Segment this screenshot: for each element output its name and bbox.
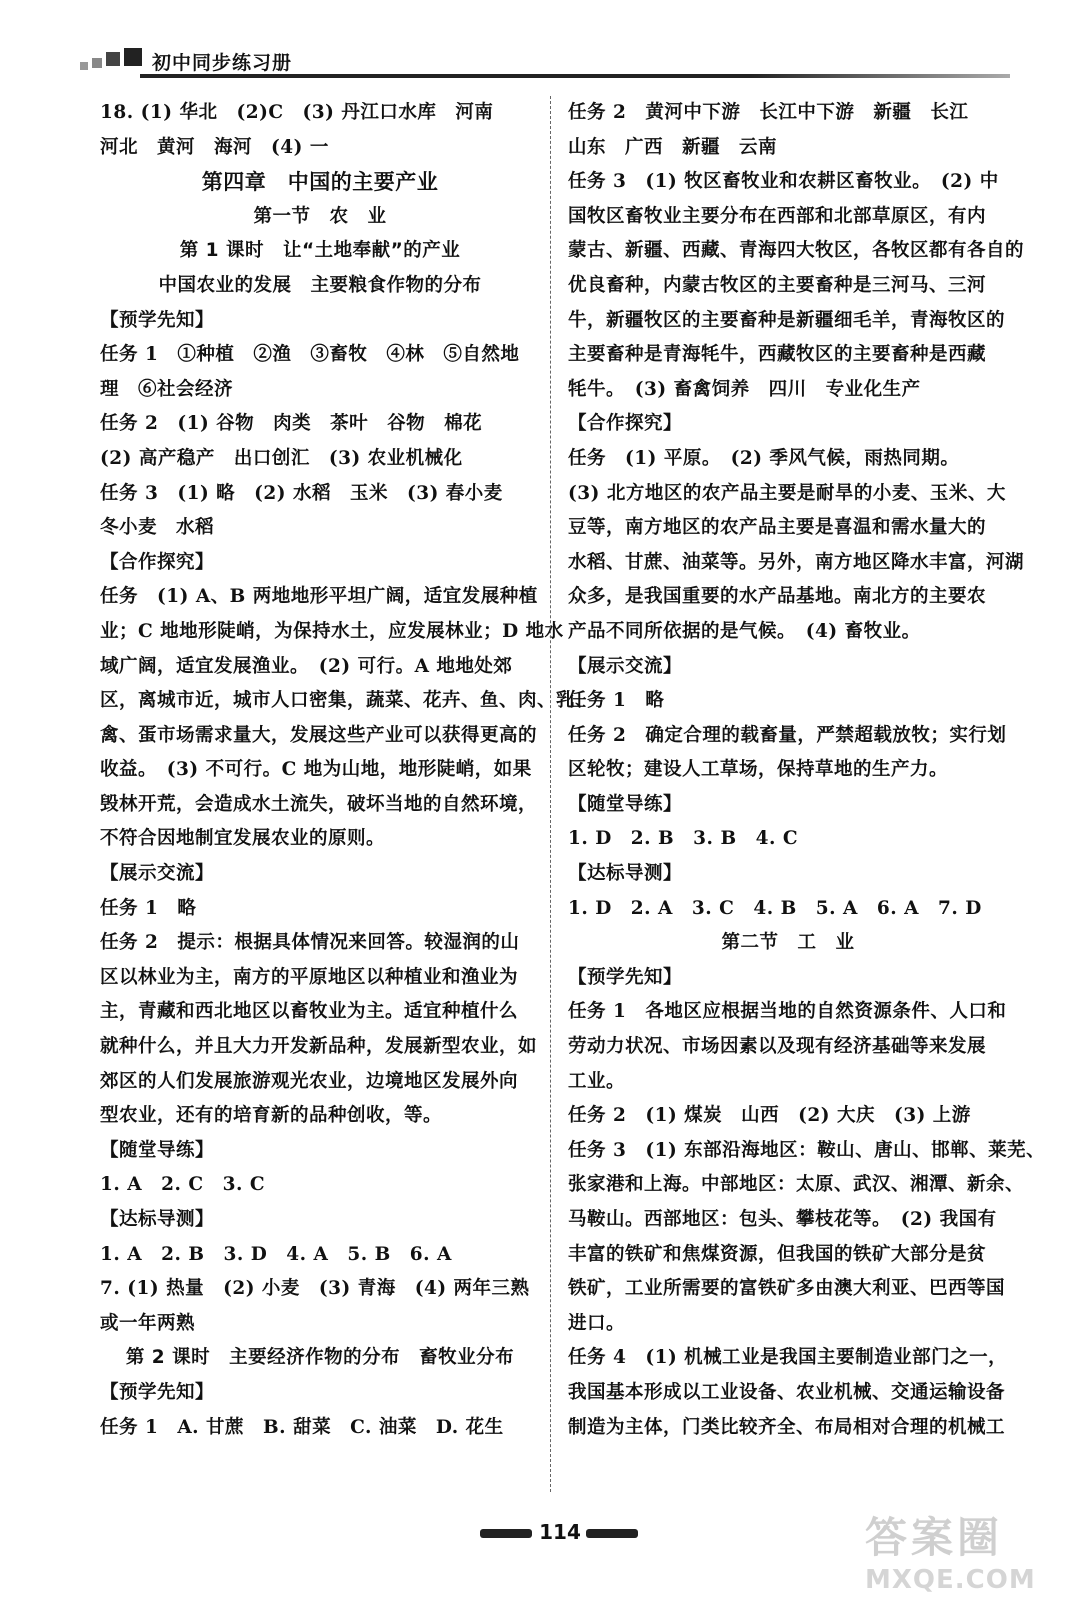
text-line: 我国基本形成以工业设备、农业机械、交通运输设备: [568, 1381, 1006, 1403]
section-heading: 【合作探究】: [568, 413, 683, 435]
text-line: 山东 广西 新疆 云南: [568, 136, 778, 158]
text-line: 河北 黄河 海河 (4) 一: [100, 136, 329, 158]
text-line: 任务 1 略: [568, 690, 665, 712]
lesson-subtitle: 中国农业的发展 主要粮食作物的分布: [158, 274, 482, 296]
lesson-title: 第 2 课时 主要经济作物的分布 畜牧业分布: [125, 1347, 515, 1369]
text-line: 制造为主体，门类比较齐全、布局相对合理的机械工: [568, 1416, 1006, 1438]
text-line: 工业。: [568, 1070, 626, 1092]
text-line: 理 ⑥社会经济: [100, 378, 234, 400]
column-divider: [550, 96, 551, 1492]
watermark-url: MXQE.COM: [865, 1565, 1036, 1595]
text-line: 任务 3 (1) 略 (2) 水稻 玉米 (3) 春小麦: [100, 482, 503, 504]
footer-bar-left: [480, 1529, 532, 1538]
section-title: 第二节 工 业: [721, 932, 855, 954]
text-line: 劳动力状况、市场因素以及现有经济基础等来发展: [568, 1036, 987, 1058]
text-line: 冬小麦 水稻: [100, 517, 215, 539]
text-line: 7. (1) 热量 (2) 小麦 (3) 青海 (4) 两年三熟: [100, 1278, 530, 1300]
text-line: 众多，是我国重要的水产品基地。南北方的主要农: [568, 586, 987, 608]
text-line: 任务 2 (1) 谷物 肉类 茶叶 谷物 棉花: [100, 413, 483, 435]
text-line: 任务 2 黄河中下游 长江中下游 新疆 长江: [568, 102, 969, 123]
footer-bar-right: [586, 1529, 638, 1538]
text-line: 丰富的铁矿和焦煤资源，但我国的铁矿大部分是贫: [568, 1243, 987, 1265]
section-heading: 【随堂导练】: [568, 793, 683, 815]
section-heading: 【展示交流】: [100, 863, 215, 885]
text-line: 任务 3 (1) 牧区畜牧业和农耕区畜牧业。 (2) 中: [568, 171, 999, 193]
text-line: 水稻、甘蔗、油菜等。另外，南方地区降水丰富，河湖: [568, 551, 1025, 573]
text-line: 任务 1 A. 甘蔗 B. 甜菜 C. 油菜 D. 花生: [100, 1416, 504, 1438]
text-line: 进口。: [568, 1312, 626, 1334]
watermark-logo: [865, 1505, 1065, 1595]
text-line: 任务 (1) A、B 两地地形平坦广阔，适宜发展种植: [100, 586, 538, 608]
text-line: 任务 1 各地区应根据当地的自然资源条件、人口和: [568, 1001, 1007, 1023]
section-heading: 【展示交流】: [568, 655, 683, 677]
text-line: 牦牛。 (3) 畜禽饲养 四川 专业化生产: [568, 378, 921, 400]
chapter-title: 第四章 中国的主要产业: [201, 170, 439, 195]
text-line: 型农业，还有的培育新的品种创收，等。: [100, 1105, 443, 1127]
section-title: 第一节 农 业: [253, 205, 387, 227]
section-heading: 【预学先知】: [100, 1381, 215, 1403]
text-line: 国牧区畜牧业主要分布在西部和北部草原区，有内: [568, 205, 987, 227]
text-line: 优良畜种，内蒙古牧区的主要畜种是三河马、三河: [568, 274, 987, 296]
text-line: 牛，新疆牧区的主要畜种是新疆细毛羊，青海牧区的: [568, 309, 1006, 331]
section-heading: 【预学先知】: [100, 309, 215, 331]
text-line: 马鞍山。西部地区：包头、攀枝花等。 (2) 我国有: [568, 1209, 997, 1230]
section-heading: 【合作探究】: [100, 551, 215, 573]
text-line: 或一年两熟: [100, 1312, 196, 1334]
text-line: 就种什么，并且大力开发新品种，发展新型农业，如: [100, 1036, 538, 1058]
text-line: 任务 (1) 平原。 (2) 季风气候，雨热同期。: [568, 447, 960, 469]
page-header: [80, 40, 1010, 80]
answer-line: 1. D 2. A 3. C 4. B 5. A 6. A 7. D: [568, 897, 982, 919]
text-line: 任务 1 ①种植 ②渔 ③畜牧 ④林 ⑤自然地: [100, 344, 520, 366]
text-line: 豆等，南方地区的农产品主要是喜温和需水量大的: [568, 517, 987, 539]
text-line: 区，离城市近，城市人口密集，蔬菜、花卉、鱼、肉、乳、: [100, 690, 595, 712]
text-line: 蒙古、新疆、西藏、青海四大牧区，各牧区都有各自的: [568, 240, 1025, 262]
page-number: 114: [539, 1520, 581, 1544]
text-line: 产品不同所依据的是气候。 (4) 畜牧业。: [568, 620, 921, 642]
text-line: 任务 1 略: [100, 897, 197, 919]
text-line: 主，青藏和西北地区以畜牧业为主。适宜种植什么: [100, 1001, 519, 1023]
answer-line: 1. A 2. C 3. C: [100, 1174, 266, 1196]
section-heading: 【达标导测】: [568, 863, 683, 885]
section-heading: 【随堂导练】: [100, 1139, 215, 1161]
text-line: 业；C 地地形陡峭，为保持水土，应发展林业；D 地水: [100, 620, 564, 642]
text-line: 毁林开荒，会造成水土流失，破坏当地的自然环境，: [100, 793, 538, 815]
text-line: (2) 高产稳产 出口创汇 (3) 农业机械化: [100, 447, 463, 469]
watermark-logo-text: 答案圈: [865, 1513, 1004, 1562]
text-line: 任务 2 (1) 煤炭 山西 (2) 大庆 (3) 上游: [568, 1105, 971, 1127]
text-line: 禽、蛋市场需求量大，发展这些产业可以获得更高的: [100, 724, 538, 746]
text-line: 任务 2 提示：根据具体情况来回答。较湿润的山: [100, 932, 520, 954]
page-footer: [480, 1518, 640, 1548]
section-heading: 【预学先知】: [568, 966, 683, 988]
text-line: 郊区的人们发展旅游观光农业，边境地区发展外向: [100, 1070, 519, 1092]
text-line: 主要畜种是青海牦牛，西藏牧区的主要畜种是西藏: [568, 344, 987, 366]
text-line: 区以林业为主，南方的平原地区以种植业和渔业为: [100, 966, 519, 988]
text-line: 张家港和上海。中部地区：太原、武汉、湘潭、新余、: [568, 1174, 1025, 1196]
lesson-title: 第 1 课时 让“土地奉献”的产业: [179, 240, 461, 262]
left-column: [100, 96, 595, 1445]
text-line: 域广阔，适宜发展渔业。 (2) 可行。A 地地处郊: [100, 655, 513, 677]
text-line: 区轮牧；建设人工草场，保持草地的生产力。: [568, 759, 949, 781]
header-decoration: [80, 48, 150, 74]
text-line: 任务 3 (1) 东部沿海地区：鞍山、唐山、邯郸、莱芜、: [568, 1139, 1046, 1161]
text-line: 收益。 (3) 不可行。C 地为山地，地形陡峭，如果: [100, 759, 532, 781]
text-line: 任务 2 确定合理的载畜量，严禁超载放牧；实行划: [568, 724, 1007, 746]
text-line: 铁矿，工业所需要的富铁矿多由澳大利亚、巴西等国: [568, 1278, 1006, 1300]
header-rule: [140, 74, 1010, 78]
text-line: 任务 4 (1) 机械工业是我国主要制造业部门之一，: [568, 1347, 1008, 1369]
text-line: 不符合因地制宜发展农业的原则。: [100, 828, 386, 850]
right-column: [568, 96, 1046, 1445]
text-line: 18. (1) 华北 (2)C (3) 丹江口水库 河南: [100, 102, 494, 123]
text-line: (3) 北方地区的农产品主要是耐旱的小麦、玉米、大: [568, 482, 1006, 504]
section-heading: 【达标导测】: [100, 1209, 215, 1230]
answer-line: 1. A 2. B 3. D 4. A 5. B 6. A: [100, 1243, 452, 1265]
book-title: 初中同步练习册: [152, 52, 293, 74]
answer-line: 1. D 2. B 3. B 4. C: [568, 828, 799, 850]
